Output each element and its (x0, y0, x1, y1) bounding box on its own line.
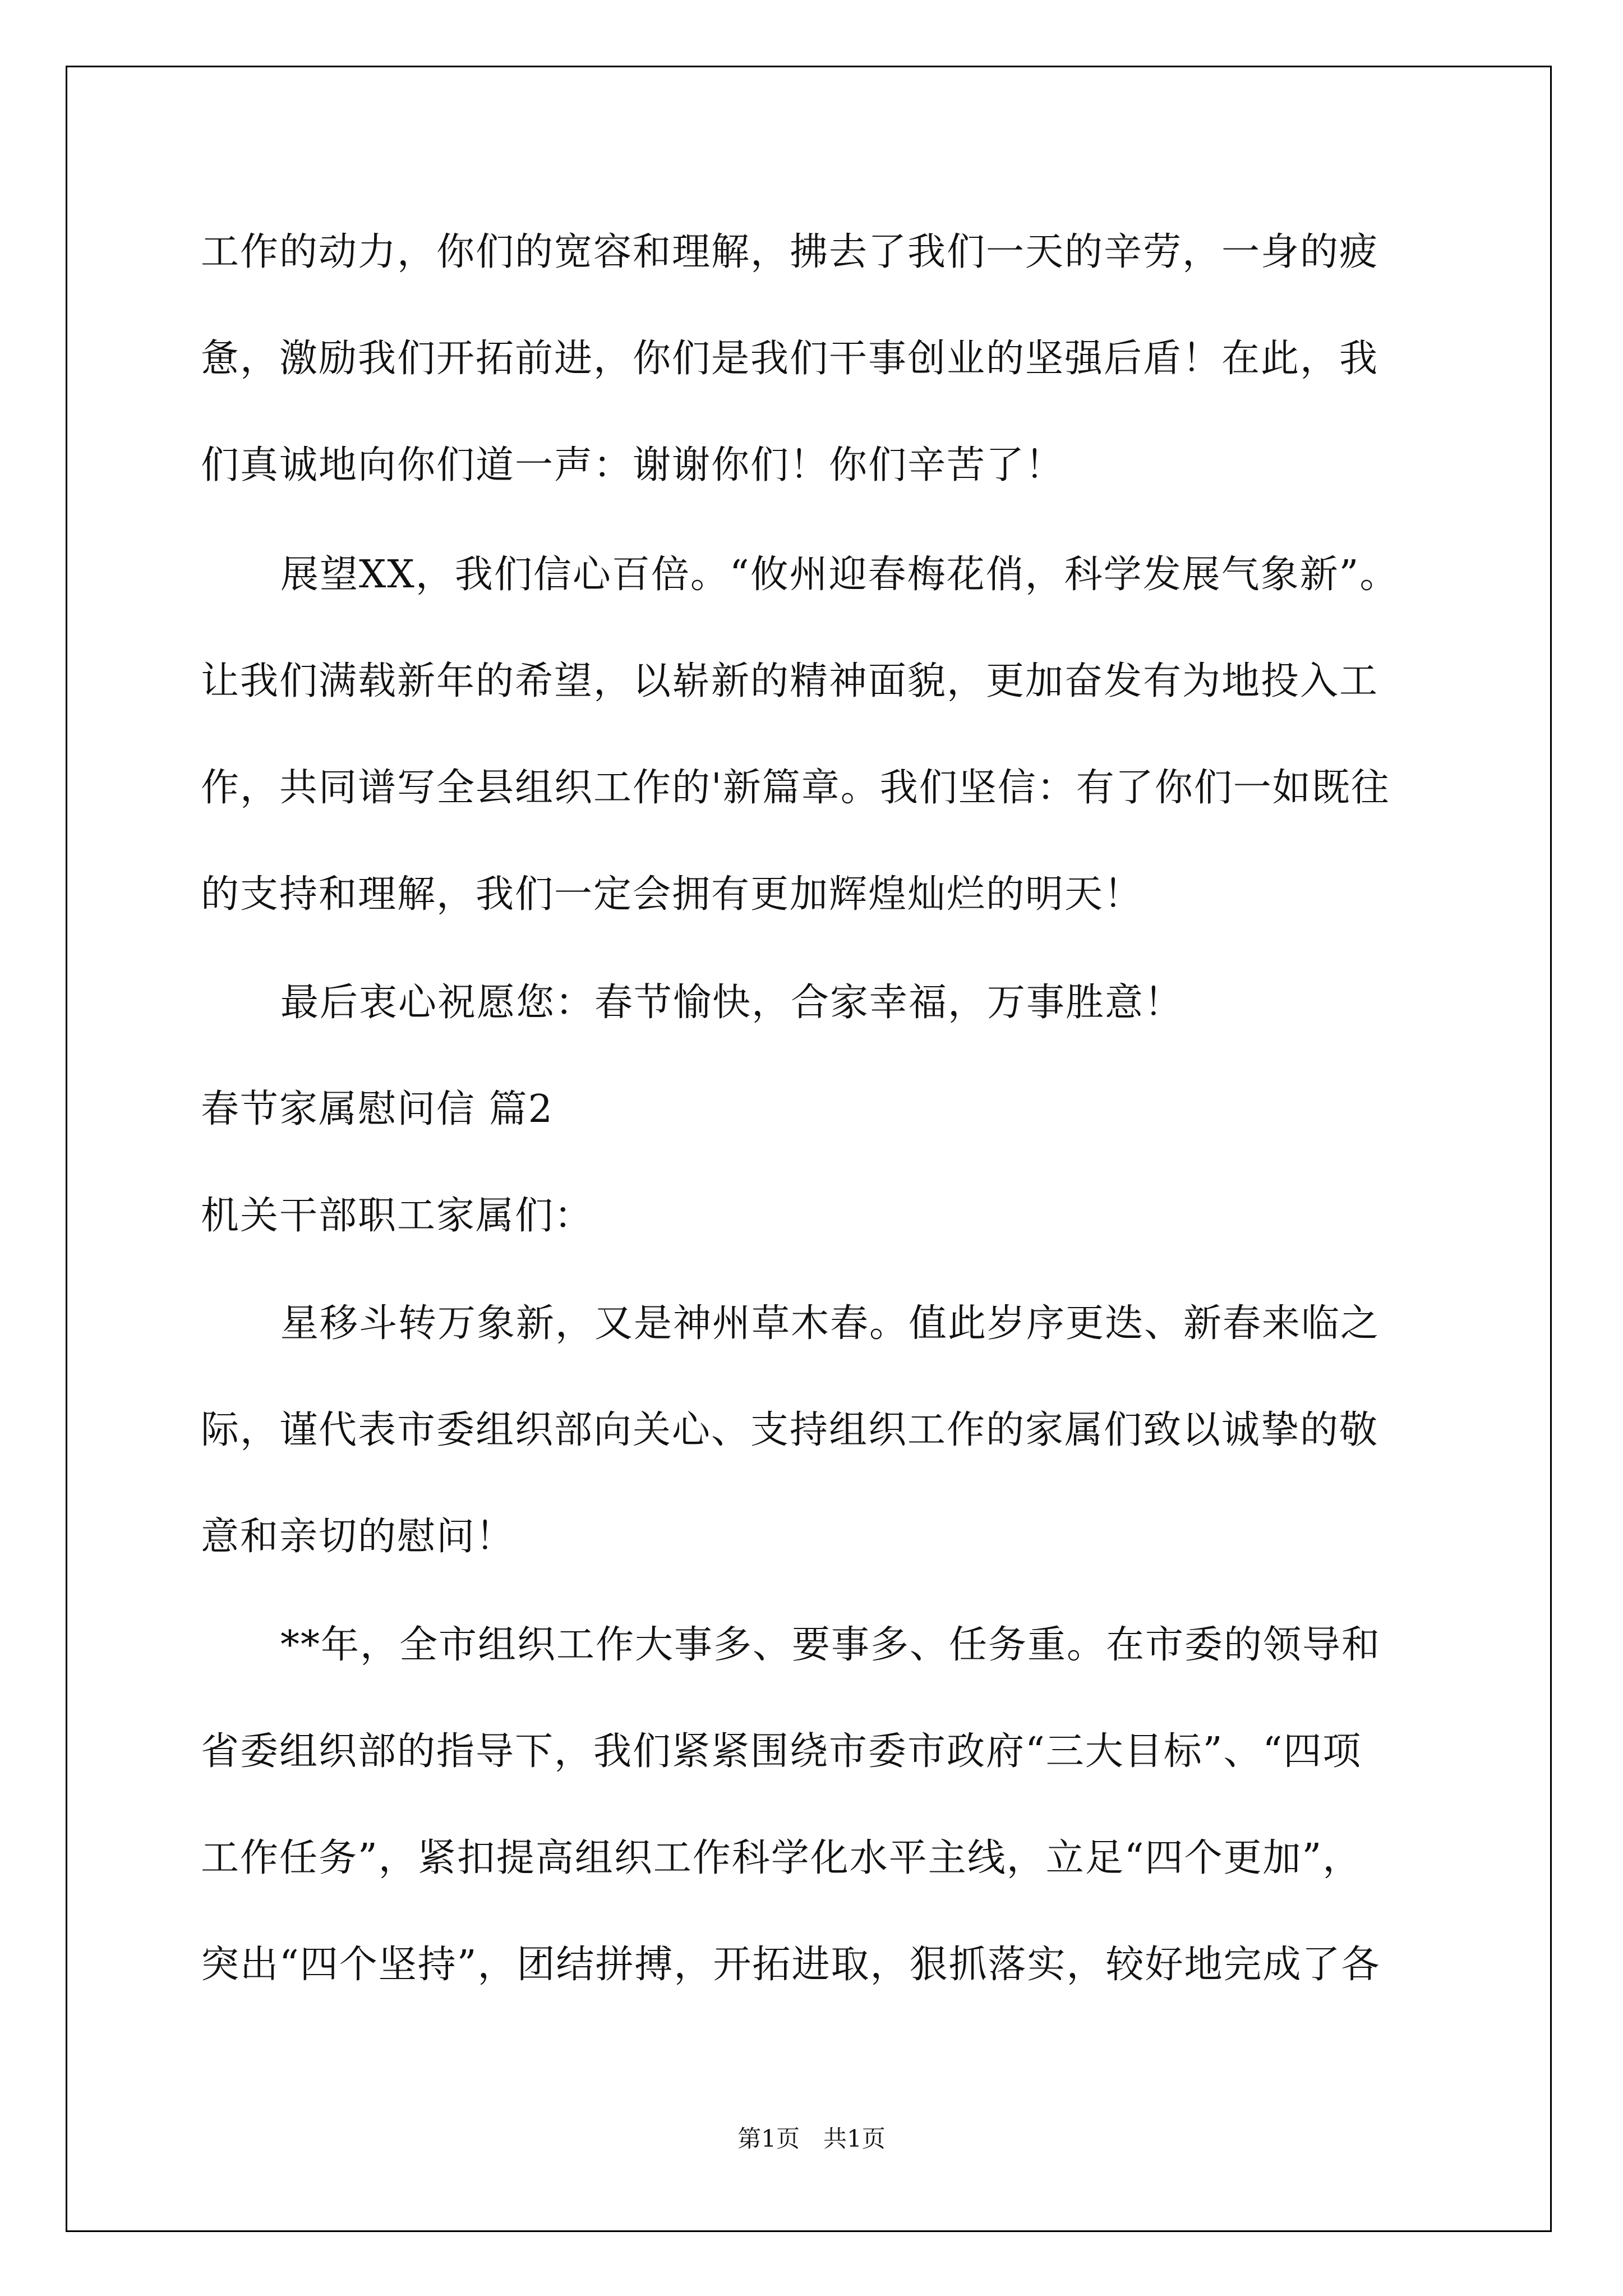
text-line-17: 突出“四个坚持”，团结拼搏，开拓进取，狠抓落实，较好地完成了各 (201, 1943, 1381, 1987)
closing-wish: 最后衷心祝愿您：春节愉快，合家幸福，万事胜意！ (280, 981, 1184, 1025)
text-line-12: 际，谨代表市委组织部向关心、支持组织工作的家属们致以诚挚的敬 (201, 1408, 1379, 1452)
text-line-7: 的支持和理解，我们一定会拥有更加辉煌灿烂的明天！ (201, 872, 1144, 917)
paragraph-review-line-1: **年，全市组织工作大事多、要事多、任务重。在市委的领导和 (280, 1623, 1381, 1667)
salutation: 机关干部职工家属们： (201, 1194, 594, 1238)
page-border (66, 66, 1552, 2232)
text-line-13: 意和亲切的慰问！ (201, 1515, 515, 1559)
text-line-1: 工作的动力，你们的宽容和理解，拂去了我们一天的辛劳，一身的疲 (201, 230, 1379, 274)
text-line-3: 们真诚地向你们道一声：谢谢你们！你们辛苦了！ (201, 443, 1065, 487)
paragraph-greeting-line-1: 星移斗转万象新，又是神州草木春。值此岁序更迭、新春来临之 (280, 1301, 1380, 1346)
text-line-6: 作，共同谱写全县组织工作的'新篇章。我们坚信：有了你们一如既往 (201, 766, 1390, 810)
page-footer: 第1页 共1页 (737, 2125, 886, 2152)
text-line-15: 省委组织部的指导下，我们紧紧围绕市委市政府“三大目标”、“四项 (201, 1729, 1362, 1774)
text-line-16: 工作任务”，紧扣提高组织工作科学化水平主线，立足“四个更加”， (201, 1836, 1362, 1880)
text-line-5: 让我们满载新年的希望，以崭新的精神面貌，更加奋发有为地投入工 (201, 659, 1379, 703)
text-line-2: 惫，激励我们开拓前进，你们是我们干事创业的坚强后盾！在此，我 (201, 337, 1379, 381)
paragraph-outlook-line-1: 展望XX，我们信心百倍。“攸州迎春梅花俏，科学发展气象新”。 (280, 553, 1399, 597)
section-heading: 春节家属慰问信 篇2 (201, 1087, 554, 1131)
